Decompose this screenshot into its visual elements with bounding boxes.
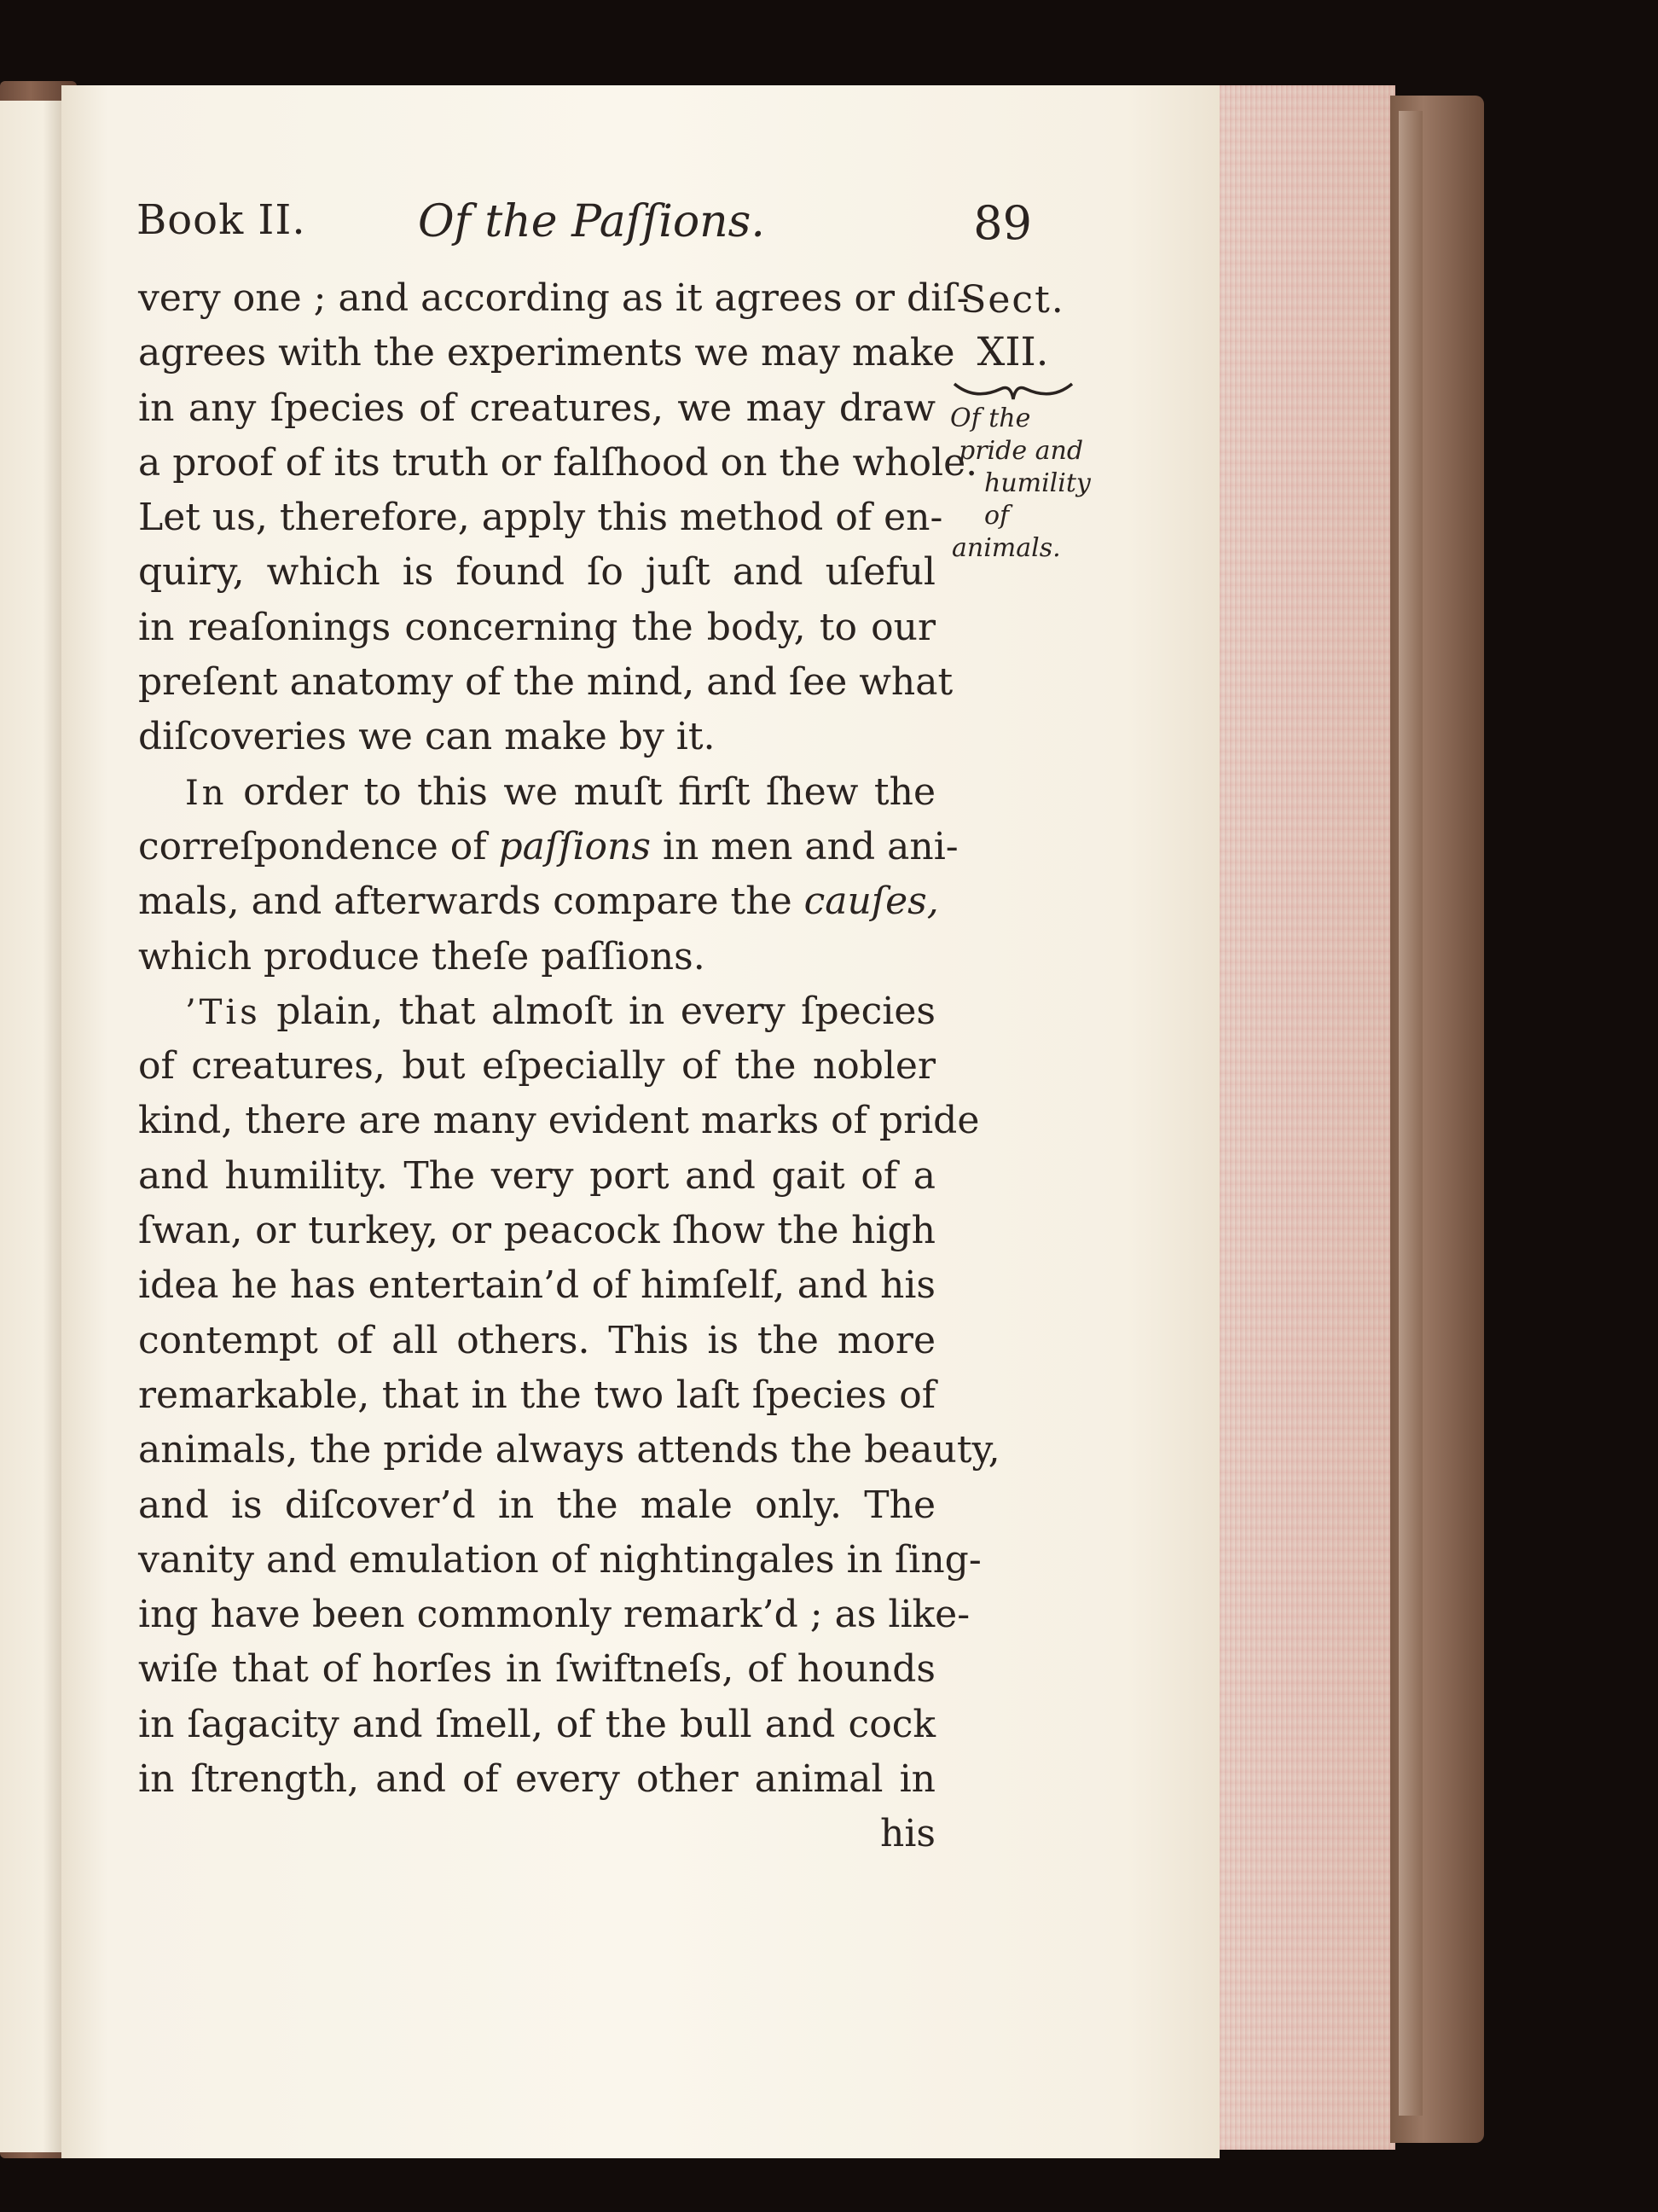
initial-small-caps: In: [185, 773, 228, 813]
gloss-line: pride and: [959, 436, 1084, 466]
text-run: mals, and afterwards compare the: [138, 880, 804, 924]
text-line: kind, there are many evident marks of pride: [138, 1099, 980, 1143]
brace-ornament: [949, 377, 1077, 403]
text-line: and humility. The very port and gait of a: [138, 1153, 936, 1198]
header-title: Of the Paſſions.: [418, 196, 765, 247]
text-run: order to this we muſt firſt ſhew the: [227, 769, 936, 814]
text-line: which produce theſe paſſions.: [138, 934, 705, 978]
text-line: remarkable, that in the two laſt ſpecies of: [138, 1373, 936, 1417]
section-number: XII.: [977, 328, 1049, 374]
text-line: in any ſpecies of creatures, we may draw: [138, 386, 936, 430]
italic-word: paſſions: [498, 824, 651, 868]
text-line: animals, the pride always attends the beauty,: [138, 1428, 1000, 1472]
running-header: [136, 196, 1032, 264]
text-line: quiry, which is found ſo juſt and uſeful: [138, 550, 936, 595]
text-line: contempt of all others. This is the more: [138, 1318, 936, 1362]
gloss-line: Of the: [950, 404, 1031, 433]
text-run: plain, that almoſt in every ſpecies: [260, 989, 936, 1033]
text-line: a proof of its truth or falſhood on the whole.: [138, 440, 978, 485]
text-line: of creatures, but eſpecially of the nobler: [138, 1044, 936, 1089]
text-line: wiſe that of horſes in ſwiftneſs, of hounds: [138, 1647, 936, 1692]
previous-page-edge: [0, 101, 61, 2152]
catchword: his: [880, 1812, 936, 1856]
initial-small-caps: ’Tis: [185, 992, 261, 1032]
italic-word: cauſes,: [803, 880, 939, 924]
text-line: [138, 820, 959, 874]
text-line: ing have been commonly remark’d ; as like-: [138, 1593, 971, 1637]
text-line: Let us, therefore, apply this method of en-: [138, 496, 943, 540]
text-run: correſpondence of: [138, 824, 499, 868]
text-line: vanity and emulation of nightingales in ſing-: [138, 1537, 982, 1582]
text-line: agrees with the experiments we may make: [138, 331, 955, 375]
gloss-line: humility of: [984, 468, 1091, 531]
text-line: in ſagacity and ſmell, of the bull and cock: [138, 1702, 936, 1746]
text-line: ſwan, or turkey, or peacock ſhow the high: [138, 1209, 936, 1253]
text-line: in reaſonings concerning the body, to our: [138, 605, 936, 649]
text-line: [138, 874, 939, 929]
speckled-fore-edge: [1209, 85, 1395, 2150]
page-number: 89: [973, 196, 1032, 250]
text-run: in men and ani-: [650, 824, 959, 868]
paragraph-start-line: [138, 765, 936, 820]
cover-turn-in: [1399, 111, 1423, 2116]
gloss-line: animals.: [952, 533, 1061, 563]
text-line: and is diſcover’d in the male only. The: [138, 1483, 936, 1527]
text-line: very one ; and according as it agrees or diſ-: [138, 276, 970, 320]
paragraph-start-line: [138, 984, 936, 1039]
text-line: diſcoveries we can make by it.: [138, 715, 716, 759]
body-text: [138, 271, 1000, 1862]
text-line: idea he has entertain’d of himſelf, and his: [138, 1263, 936, 1308]
section-label: Sect.: [960, 278, 1065, 322]
header-book: Book II.: [136, 196, 306, 244]
text-line: in ſtrength, and of every other animal in: [138, 1757, 936, 1802]
text-line: preſent anatomy of the mind, and ſee what: [138, 660, 954, 705]
